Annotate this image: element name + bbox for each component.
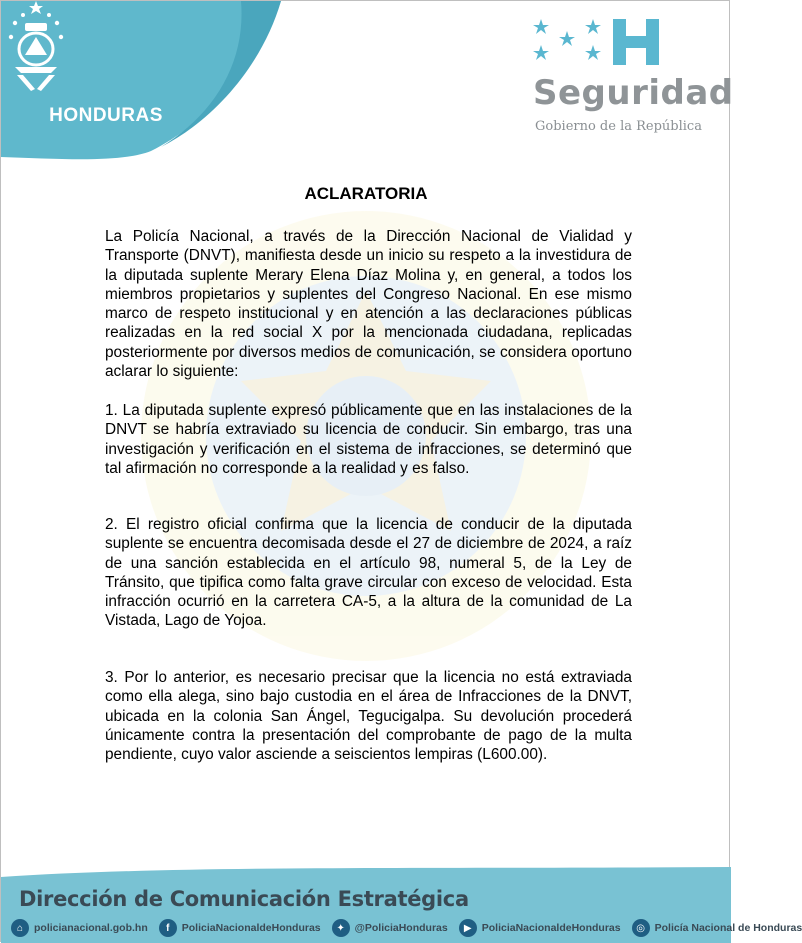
- twitter-icon: ✦: [332, 919, 350, 937]
- footer-link-youtube[interactable]: [459, 919, 621, 937]
- ministry-name: Seguridad: [533, 73, 734, 113]
- paragraph-point-3: 3. Por lo anterior, es necesario precisar que la licencia no está extraviada como ella alega, sino bajo custodia en el área de Infracciones de la DNVT, ubicada en la colonia San Ángel, Tegucigalpa. Su devolución procederá únicamente contra la presentación del comprobante de pago de la multa pendiente, cuyo valor asciende a seiscientos lempiras (L600.00).: [105, 669, 632, 764]
- footer-link-label: PoliciaNacionaldeHonduras: [481, 922, 621, 934]
- footer-title: Dirección de Comunicación Estratégica: [19, 887, 469, 911]
- youtube-icon: ▶: [459, 919, 477, 937]
- paragraph-intro: La Policía Nacional, a través de la Dirección Nacional de Vialidad y Transporte (DNVT), manifiesta desde un inicio su respeto a la investidura de la diputada suplente Merary Elena Díaz Molina y, en general, a todos los miembros propietarios y suplentes del Congreso Nacional. En ese mismo marco de respeto institucional y en atención a las declaraciones públicas realizadas en la red social X por la mencionada ciudadana, replicadas posteriormente por diversos medios de comunicación, se considera oportuno aclarar lo siguiente:: [105, 228, 632, 381]
- paragraph-point-2: 2. El registro oficial confirma que la licencia de conducir de la diputada suplente se encuentra decomisada desde el 27 de diciembre de 2024, a raíz de una sanción establecida en el artículo 98, numeral 5, de la Ley de Tránsito, que tipifica como falta grave circular con exceso de velocidad. Esta infracción ocurrió en la carretera CA-5, a la altura de la comunidad de La Vistada, Lago de Yojoa.: [105, 516, 632, 630]
- footer-link-instagram[interactable]: [632, 919, 802, 937]
- paragraph-point-1: 1. La diputada suplente expresó públicamente que en las instalaciones de la DNVT se habría extraviado su licencia de conducir. Sin embargo, tras una investigación y verificación en el sistema de infracciones, se determinó que tal afirmación no corresponde a la realidad y es falso.: [105, 402, 632, 477]
- footer-link-label: policianacional.gob.hn: [34, 922, 148, 934]
- seguridad-logo: [529, 15, 734, 137]
- h-letter-icon: [613, 19, 659, 65]
- facebook-icon: f: [159, 919, 177, 937]
- footer-link-label: PoliciaNacionaldeHonduras: [181, 922, 321, 934]
- home-icon: ⌂: [11, 919, 29, 937]
- honduras-coat-of-arms-icon: [1, 1, 71, 93]
- ministry-subtitle: Gobierno de la República: [535, 119, 702, 134]
- footer-link-website[interactable]: [11, 919, 148, 937]
- footer-link-twitter[interactable]: [332, 919, 448, 937]
- footer-link-facebook[interactable]: [159, 919, 321, 937]
- honduras-header-corner: [1, 1, 281, 161]
- document-title: ACLARATORIA: [304, 184, 428, 203]
- instagram-icon: ◎: [632, 919, 650, 937]
- country-name: HONDURAS: [49, 105, 163, 126]
- footer-link-label: Policía Nacional de Honduras: [654, 922, 802, 934]
- stars-icon: [531, 17, 603, 65]
- footer-link-label: @PoliciaHonduras: [354, 922, 448, 934]
- footer-social-links: [11, 917, 802, 939]
